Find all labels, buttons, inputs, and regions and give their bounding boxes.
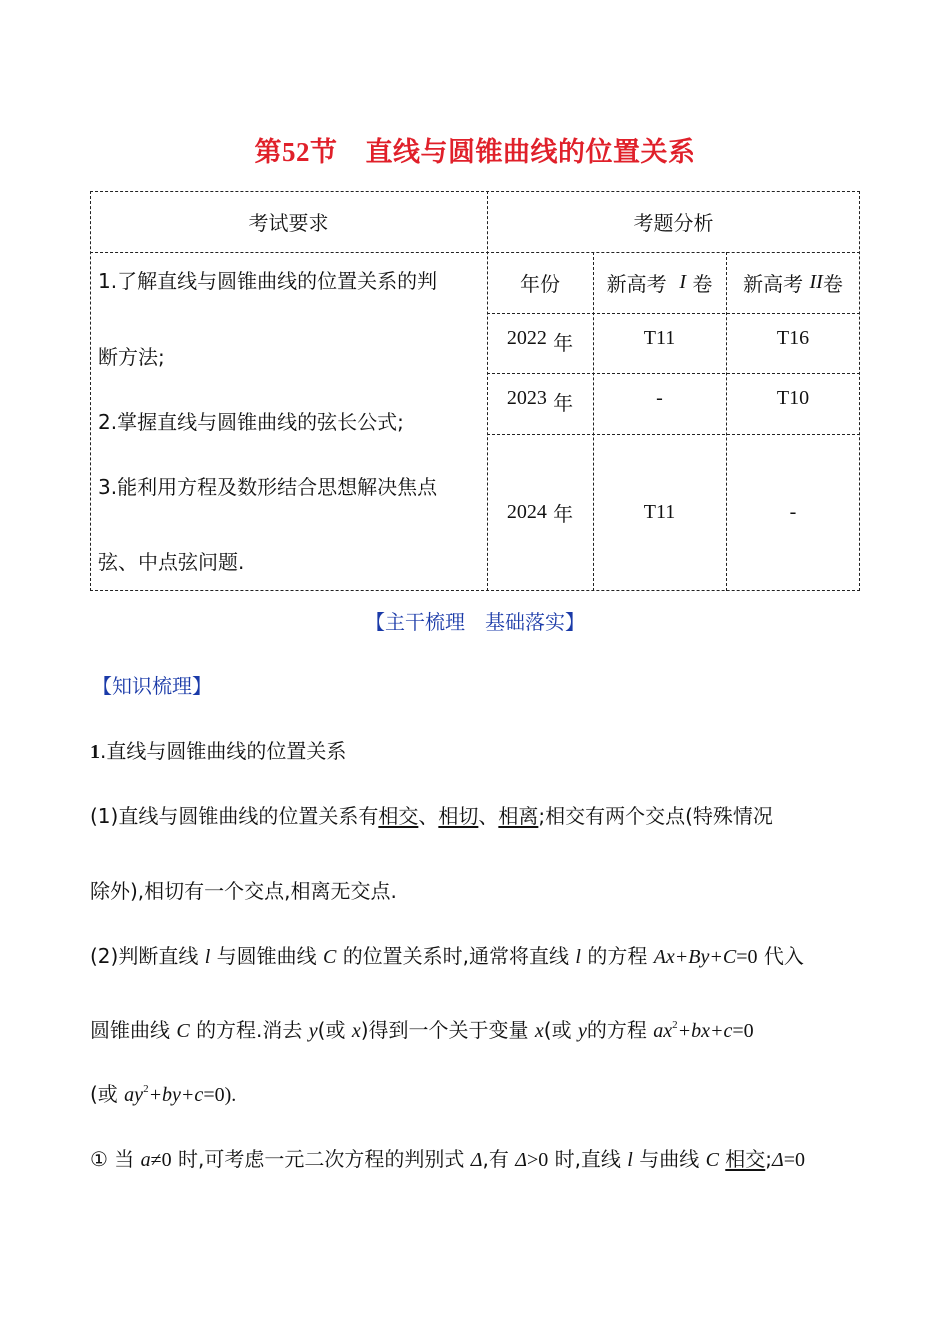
paragraph-2-line-3: (或 $ay^2+by+c=0$). <box>90 1082 237 1106</box>
header-analysis: 考题分析 <box>633 211 714 235</box>
requirement-line: 1.了解直线与圆锥曲线的位置关系的判 <box>98 269 438 293</box>
paragraph-3-line-1: ① 当 a≠0 时,可考虑一元二次方程的判别式 Δ,有 Δ>0 时,直线 l 与曲线 C 相交;Δ=0 <box>90 1147 806 1171</box>
paper2-cell: T10 <box>776 387 810 409</box>
knowledge-heading: 【知识梳理】 <box>92 674 212 698</box>
col-paper-2: 新高考 II 卷 <box>743 271 843 296</box>
year-cell: 2022 年 <box>506 327 574 355</box>
requirement-line: 弦、中点弦问题. <box>98 550 245 574</box>
requirement-line: 断方法; <box>98 345 165 369</box>
year-cell: 2024 年 <box>506 500 574 526</box>
paper2-cell: T16 <box>776 327 810 349</box>
paper1-cell: T11 <box>643 500 676 523</box>
paragraph-1-line-2: 除外),相切有一个交点,相离无交点. <box>90 879 397 903</box>
paper1-cell: T11 <box>643 327 676 349</box>
page-title: 第52节 直线与圆锥曲线的位置关系 <box>254 137 696 168</box>
col-year: 年份 <box>520 272 560 296</box>
header-requirements: 考试要求 <box>248 211 329 235</box>
col-paper-1: 新高考 I 卷 <box>606 271 713 296</box>
paragraph-2-line-1: (2)判断直线 l 与圆锥曲线 C 的位置关系时,通常将直线 l 的方程 Ax+By+C=0 代入 <box>90 944 804 968</box>
paper2-cell: - <box>789 500 797 523</box>
requirement-line: 3.能利用方程及数形结合思想解决焦点 <box>98 475 438 499</box>
paragraph-1-line-1: (1)直线与圆锥曲线的位置关系有相交、相切、相离;相交有两个交点(特殊情况 <box>90 804 773 828</box>
section-heading: 【主干梳理 基础落实】 <box>365 610 585 634</box>
paper1-cell: - <box>656 387 663 409</box>
requirement-line: 2.掌握直线与圆锥曲线的弦长公式; <box>98 410 404 434</box>
exam-analysis-table <box>90 191 860 591</box>
paragraph-2-line-2: 圆锥曲线 C 的方程.消去 y(或 x)得到一个关于变量 x(或 y的方程 $ax^2+bx+c=0$ <box>90 1018 754 1042</box>
year-cell: 2023 年 <box>506 387 574 415</box>
point-1-heading: 1.直线与圆锥曲线的位置关系 <box>90 739 347 763</box>
